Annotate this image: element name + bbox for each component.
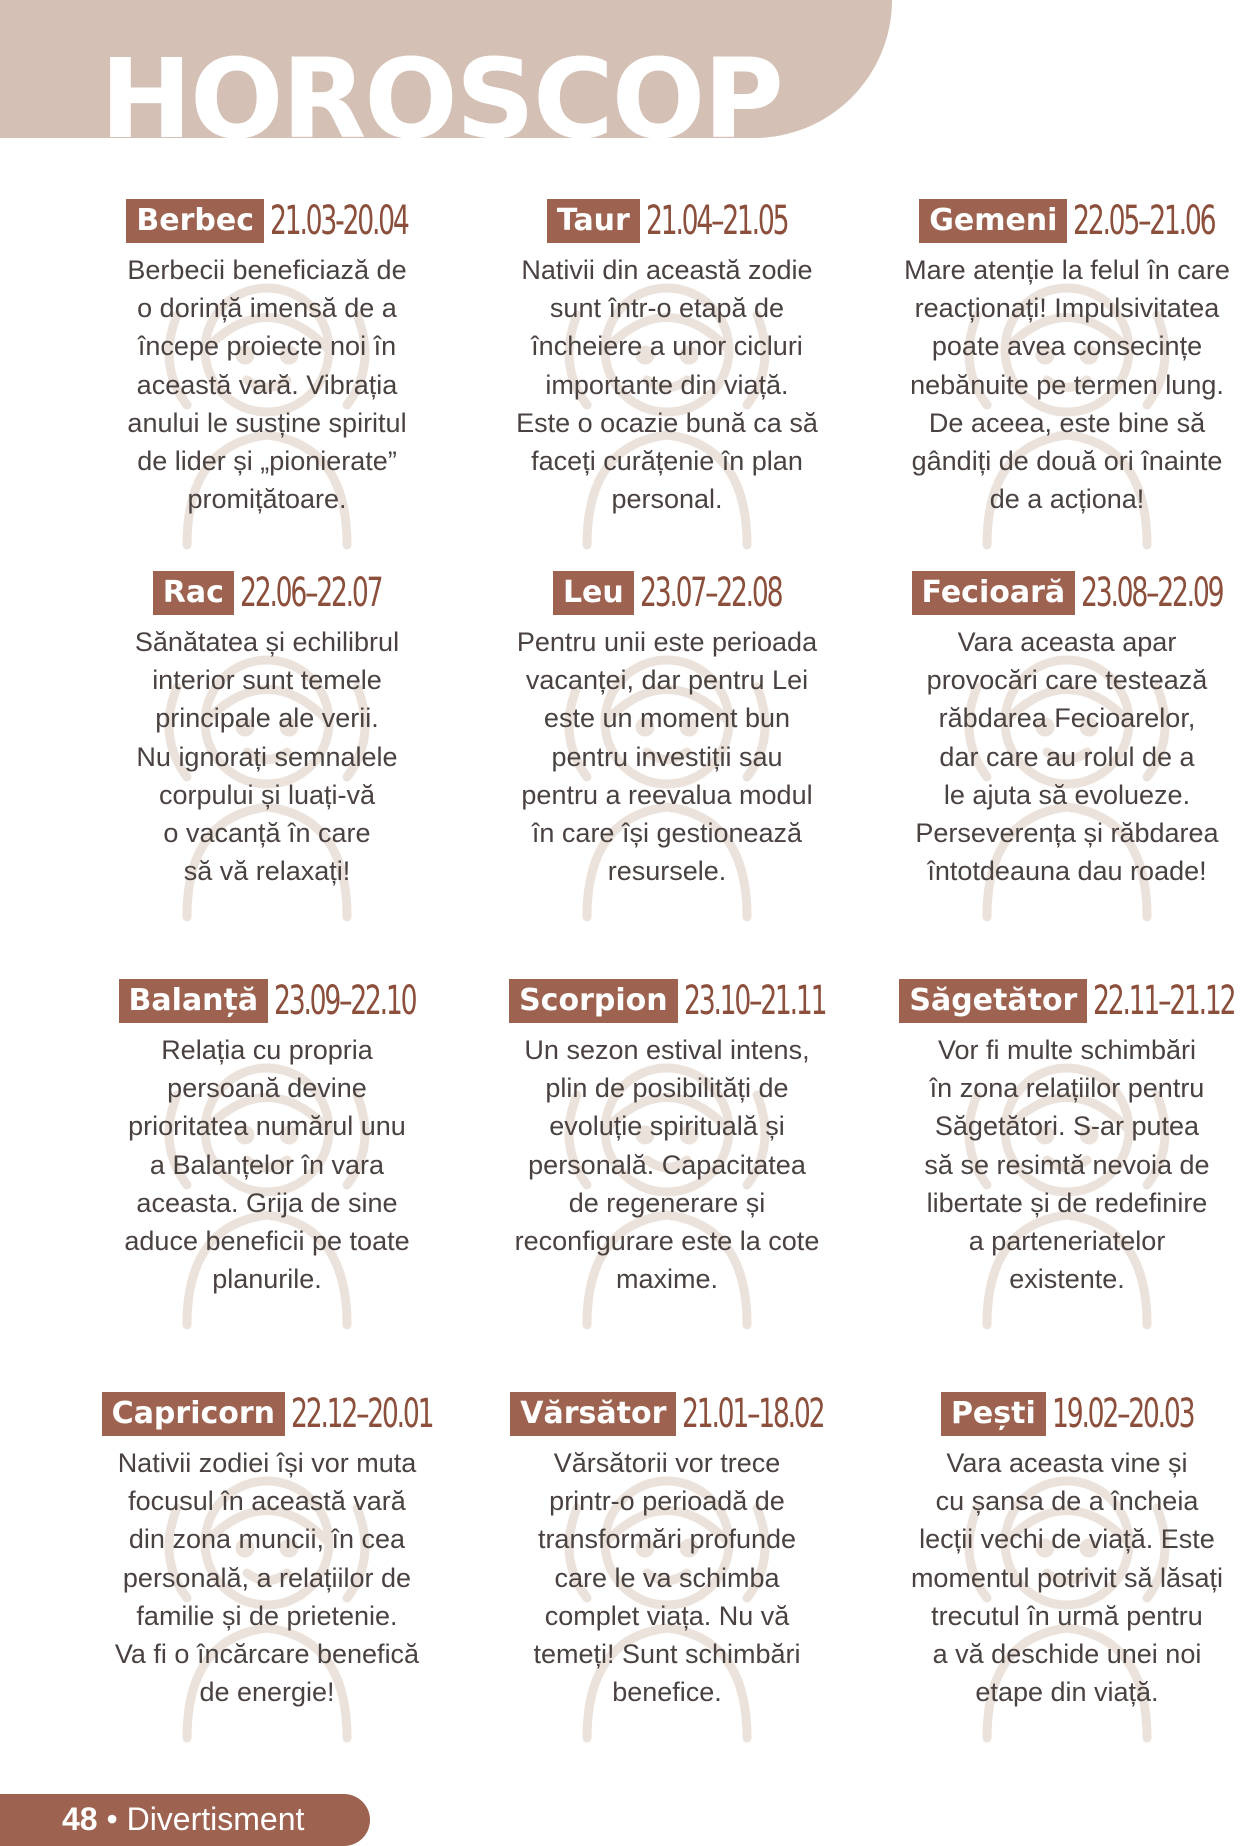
- sign-2: [467, 195, 867, 565]
- sign-name: Pești: [941, 1392, 1046, 1436]
- sign-10: [67, 1388, 467, 1758]
- sign-text: Vara aceasta apar provocări care testează răbdarea Fecioarelor, dar care au rolul de a le ajuta să evolueze. Perseverența și răbdarea întotdeauna dau roade!: [915, 627, 1219, 887]
- sign-header: [867, 567, 1244, 619]
- sign-text: Pentru unii este perioada vacanței, dar pentru Lei este un moment bun pentru investiții sau pentru a reevalua modul în care își gestionează resursele.: [516, 627, 818, 887]
- page-title: HOROSCOP: [100, 35, 782, 163]
- sign-dates: 19.02–20.03: [1051, 1391, 1194, 1437]
- sign-text: Nativii zodiei își vor muta focusul în această vară din zona muncii, în cea personală, a relațiilor de familie și de prietenie. Va fi o încărcare benefică de energie!: [114, 1448, 420, 1708]
- sign-9: [867, 975, 1244, 1345]
- sign-header: [467, 195, 867, 247]
- sign-12: [867, 1388, 1244, 1758]
- sign-6: [867, 567, 1244, 937]
- sign-dates: 21.01–18.02: [682, 1391, 824, 1437]
- sign-dates: 23.07–22.08: [639, 570, 782, 616]
- sign-name: Taur: [547, 199, 640, 243]
- sign-text: Nativii din această zodie sunt într-o etapă de încheiere a unor cicluri importante din viață. Este o ocazie bună ca să faceți curățenie în plan personal.: [516, 255, 818, 515]
- sign-dates: 21.04–21.05: [645, 198, 788, 244]
- sign-header: [67, 195, 467, 247]
- sign-dates: 23.08–22.09: [1081, 570, 1223, 616]
- sign-dates: 22.11–21.12: [1093, 978, 1235, 1024]
- section-name: Divertisment: [126, 1801, 305, 1837]
- sign-text: Sănătatea și echilibrul interior sunt temele principale ale verii. Nu ignorați semnalele corpului și luați-vă o vacanță în care să vă relaxați!: [134, 627, 400, 887]
- sign-text: Relația cu propria persoană devine prioritatea numărul unu a Balanțelor în vara aceasta. Grija de sine aduce beneficii pe toate planurile.: [124, 1035, 410, 1295]
- sign-dates: 22.06–22.07: [239, 570, 382, 616]
- sign-header: [867, 1388, 1244, 1440]
- sign-text: Un sezon estival intens, plin de posibilități de evoluție spirituală și personală. Capacitatea de regenerare și reconfigurare este la cote maxime.: [514, 1035, 820, 1295]
- sign-3: [867, 195, 1244, 565]
- sign-text: Berbecii beneficiază de o dorință imensă de a începe proiecte noi în această vară. Vibrația anului le susține spiritul de lider și „pionierate” promițătoare.: [127, 255, 407, 515]
- sign-name: Leu: [553, 571, 634, 615]
- sign-header: [467, 567, 867, 619]
- sign-header: [467, 975, 867, 1027]
- sign-8: [467, 975, 867, 1345]
- sign-4: [67, 567, 467, 937]
- sign-7: [67, 975, 467, 1345]
- sign-name: Balanță: [119, 979, 269, 1023]
- sign-text: Vor fi multe schimbări în zona relațiilor pentru Săgetători. S-ar putea să se resimtă nevoia de libertate și de redefinire a parteneriatelor existente.: [924, 1035, 1210, 1295]
- sign-5: [467, 567, 867, 937]
- sign-11: [467, 1388, 867, 1758]
- sign-dates: 22.05–21.06: [1073, 198, 1215, 244]
- sign-name: Rac: [153, 571, 234, 615]
- sign-dates: 23.09–22.10: [274, 978, 416, 1024]
- sign-dates: 21.03-20.04: [270, 198, 408, 244]
- sign-name: Săgetător: [899, 979, 1087, 1023]
- sign-text: Mare atenție la felul în care reacționați! Impulsivitatea poate avea consecințe nebănuite pe termen lung. De aceea, este bine să gândiți de două ori înainte de a acționa!: [904, 255, 1230, 515]
- sign-header: [67, 567, 467, 619]
- sign-name: Scorpion: [509, 979, 678, 1023]
- sign-dates: 22.12–20.01: [291, 1391, 433, 1437]
- sign-header: [67, 975, 467, 1027]
- footer: [62, 1797, 304, 1841]
- sign-dates: 23.10–21.11: [683, 978, 825, 1024]
- sign-text: Vara aceasta vine și cu șansa de a încheia lecții vechi de viață. Este momentul potrivit să lăsați trecutul în urmă pentru a vă deschide unei noi etape din viață.: [910, 1448, 1224, 1708]
- sign-name: Gemeni: [919, 199, 1067, 243]
- sign-name: Fecioară: [912, 571, 1076, 615]
- sign-header: [467, 1388, 867, 1440]
- sign-1: [67, 195, 467, 565]
- sign-header: [867, 195, 1244, 247]
- sign-name: Capricorn: [102, 1392, 285, 1436]
- page-number: 48: [62, 1801, 98, 1837]
- sign-header: [867, 975, 1244, 1027]
- sign-header: [67, 1388, 467, 1440]
- footer-separator: •: [106, 1801, 118, 1837]
- sign-name: Berbec: [126, 199, 264, 243]
- sign-text: Vărsătorii vor trece printr-o perioadă de transformări profunde care le va schimba complet viața. Nu vă temeți! Sunt schimbări benefice.: [533, 1448, 801, 1708]
- sign-name: Vărsător: [510, 1392, 676, 1436]
